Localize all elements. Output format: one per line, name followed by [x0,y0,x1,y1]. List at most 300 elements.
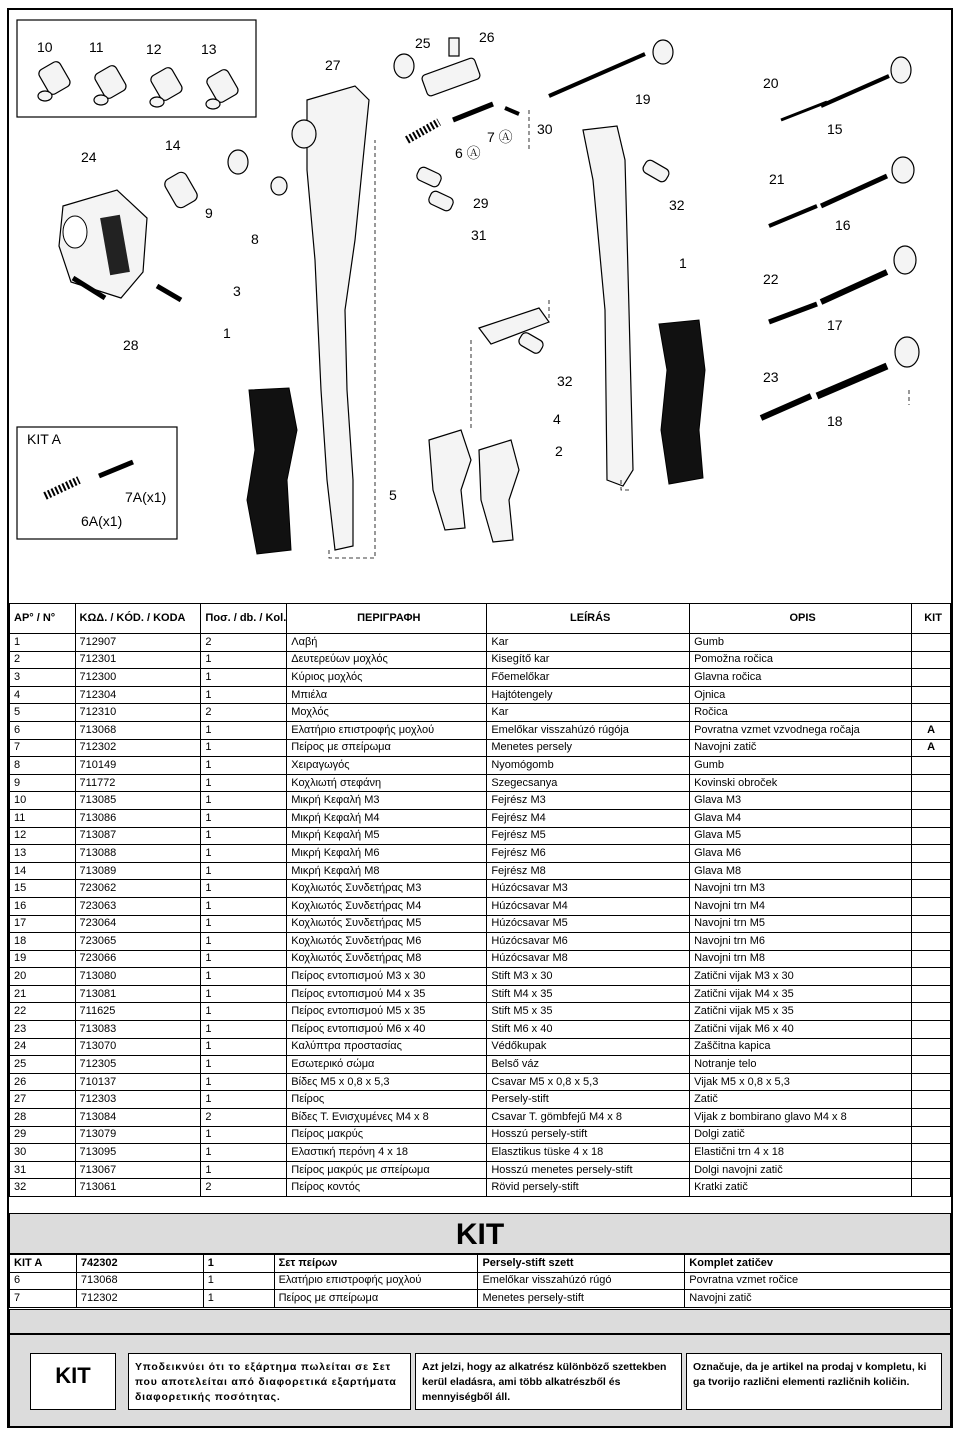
table-row [10,1126,951,1144]
table-cell [912,686,951,704]
table-cell: Stift M3 x 30 [487,968,690,986]
table-row [10,1021,951,1039]
table-cell: 1 [201,933,287,951]
table-cell: Csavar T. gömbfejű M4 x 8 [487,1109,690,1127]
callout-22: 22 [763,271,779,287]
table-cell: 712907 [75,634,201,652]
kit-a-title: KIT A [27,431,61,447]
table-cell [912,1073,951,1091]
table-cell: Κύριος μοχλός [287,669,487,687]
table-cell: 32 [10,1179,76,1197]
table-cell: 2 [201,704,287,722]
table-cell: Húzócsavar M8 [487,950,690,968]
col-code: ΚΩΔ. / KÓD. / KODA [75,604,201,634]
table-cell: Navojni trn M4 [690,897,912,915]
kit-table-body [10,1255,951,1308]
table-cell [912,774,951,792]
table-cell [912,1003,951,1021]
table-cell [912,809,951,827]
callout-2: 2 [555,443,563,459]
table-cell: 1 [201,809,287,827]
table-cell: 710137 [75,1073,201,1091]
callout-1b: 1 [679,255,687,271]
table-cell: Glava M8 [690,862,912,880]
table-cell: Dolgi navojni zatič [690,1161,912,1179]
table-cell: 713084 [75,1109,201,1127]
table-cell [912,1109,951,1127]
table-cell [912,634,951,652]
kit-a-7a: 7A(x1) [125,489,167,505]
callout-9: 9 [205,205,213,221]
table-row [10,1038,951,1056]
table-cell: Húzócsavar M6 [487,933,690,951]
table-cell: 1 [201,651,287,669]
table-cell: 1 [10,634,76,652]
kit-band-title: KIT [9,1213,951,1254]
table-row [10,704,951,722]
table-cell: Elasztikus tüske 4 x 18 [487,1144,690,1162]
parts-table [9,603,951,1197]
kit-cell: Komplet zatičev [685,1255,951,1273]
callout-8: 8 [251,231,259,247]
table-cell: 1 [201,968,287,986]
table-cell: 713061 [75,1179,201,1197]
table-cell: Kratki zatič [690,1179,912,1197]
table-cell: 710149 [75,757,201,775]
table-cell: 713088 [75,845,201,863]
table-cell: Πείρος [287,1091,487,1109]
table-cell: 713067 [75,1161,201,1179]
table-row [10,1073,951,1091]
col-qty: Ποσ. / db. / Kol. [201,604,287,634]
table-cell: Μικρή Κεφαλή M5 [287,827,487,845]
table-cell: Povratna vzmet vzvodnega ročaja [690,721,912,739]
kit-cell: Πείρος με σπείρωμα [274,1290,478,1308]
callout-28: 28 [123,337,139,353]
parts-table-body [10,634,951,1197]
table-cell: Λαβή [287,634,487,652]
kit-cell: Persely-stift szett [478,1255,685,1273]
callout-11: 11 [89,39,104,55]
secondary-lever-part [583,126,633,486]
table-row [10,968,951,986]
table-cell: 2 [201,634,287,652]
table-cell: 4 [10,686,76,704]
kit-cell: 7 [10,1290,77,1308]
table-cell: Μοχλός [287,704,487,722]
callout-29: 29 [473,195,489,211]
spacer-band [9,1309,951,1334]
table-cell: Ojnica [690,686,912,704]
table-cell [912,897,951,915]
col-kit: KIT [912,604,951,634]
callout-23: 23 [763,369,779,385]
table-cell: 14 [10,862,76,880]
callout-32b: 32 [557,373,573,389]
table-cell: Nyomógomb [487,757,690,775]
table-cell: 711772 [75,774,201,792]
kit-cell: Emelőkar visszahúzó rúgó [478,1272,685,1290]
table-cell: 20 [10,968,76,986]
table-row [10,809,951,827]
table-cell: 15 [10,880,76,898]
table-cell: Emelőkar visszahúzó rúgója [487,721,690,739]
table-cell: Belső váz [487,1056,690,1074]
table-cell: 712300 [75,669,201,687]
table-row [10,774,951,792]
table-cell: 723063 [75,897,201,915]
callout-15: 15 [827,121,843,137]
table-cell [912,985,951,1003]
table-cell: 1 [201,897,287,915]
table-row [10,1056,951,1074]
callout-1: 1 [223,325,231,341]
table-cell: Κοχλιωτός Συνδετήρας M5 [287,915,487,933]
callout-32: 32 [669,197,685,213]
table-cell: Zatični vijak M6 x 40 [690,1021,912,1039]
table-cell: Húzócsavar M3 [487,880,690,898]
table-cell [912,1021,951,1039]
table-cell: Hosszú menetes persely-stift [487,1161,690,1179]
table-cell: 713087 [75,827,201,845]
col-description-gr: ΠΕΡΙΓΡΑΦΗ [287,604,487,634]
table-cell: 1 [201,1021,287,1039]
handle-left-part [247,388,297,554]
table-cell: 29 [10,1126,76,1144]
table-cell: 713070 [75,1038,201,1056]
callout-10: 10 [37,39,53,55]
table-cell: Πείρος εντοπισμού M4 x 35 [287,985,487,1003]
table-cell: 13 [10,845,76,863]
table-cell: Zatični vijak M3 x 30 [690,968,912,986]
kit-cell: Ελατήριο επιστροφής μοχλού [274,1272,478,1290]
table-cell: 27 [10,1091,76,1109]
table-cell: A [912,739,951,757]
table-cell: Βίδες Τ. Ενισχυμένες M4 x 8 [287,1109,487,1127]
table-row [10,1003,951,1021]
table-cell: 1 [201,686,287,704]
table-cell: Hosszú persely-stift [487,1126,690,1144]
table-cell: 1 [201,1056,287,1074]
table-cell: 713085 [75,792,201,810]
kit-cell: 742302 [76,1255,203,1273]
kit-row [10,1272,951,1290]
table-cell: 5 [10,704,76,722]
table-cell: Μικρή Κεφαλή M8 [287,862,487,880]
table-cell: Főemelőkar [487,669,690,687]
table-cell: 23 [10,1021,76,1039]
callout-20: 20 [763,75,779,91]
table-row [10,651,951,669]
kit-cell: Povratna vzmet ročice [685,1272,951,1290]
table-cell: Glava M5 [690,827,912,845]
table-cell: 712304 [75,686,201,704]
table-cell: Navojni trn M6 [690,933,912,951]
table-cell [912,1144,951,1162]
col-description-hu: LEÍRÁS [487,604,690,634]
table-row [10,757,951,775]
table-row [10,827,951,845]
table-cell: Zatič [690,1091,912,1109]
table-cell: Kovinski obroček [690,774,912,792]
table-cell: 2 [201,1179,287,1197]
table-row [10,721,951,739]
table-row [10,1161,951,1179]
table-row [10,845,951,863]
table-cell: 17 [10,915,76,933]
callout-14: 14 [165,137,181,153]
table-cell: 18 [10,933,76,951]
table-cell: 1 [201,985,287,1003]
table-cell: Ελατήριο επιστροφής μοχλού [287,721,487,739]
table-cell: 1 [201,862,287,880]
table-cell: 713081 [75,985,201,1003]
table-row [10,862,951,880]
table-cell: 2 [10,651,76,669]
table-cell: 2 [201,1109,287,1127]
kit-cell: Menetes persely-stift [478,1290,685,1308]
table-cell: Πείρος εντοπισμού M5 x 35 [287,1003,487,1021]
callout-12: 12 [146,41,162,57]
table-cell [912,1179,951,1197]
table-cell: 1 [201,1091,287,1109]
table-cell: Βίδες M5 x 0,8 x 5,3 [287,1073,487,1091]
callout-18: 18 [827,413,843,429]
callout-16: 16 [835,217,851,233]
kit-row [10,1290,951,1308]
table-cell: Ελαστική περόνη 4 x 18 [287,1144,487,1162]
kit-cell: 1 [203,1290,274,1308]
callout-25: 25 [415,35,431,51]
table-cell: 1 [201,739,287,757]
kit-cell: 712302 [76,1290,203,1308]
table-cell: Πείρος με σπείρωμα [287,739,487,757]
table-cell: Glava M6 [690,845,912,863]
table-cell: 1 [201,669,287,687]
table-cell [912,862,951,880]
table-cell: Κοχλιωτός Συνδετήρας M3 [287,880,487,898]
table-cell: Menetes persely [487,739,690,757]
table-cell [912,933,951,951]
table-cell: Pomožna ročica [690,651,912,669]
table-row [10,985,951,1003]
handle-right-part [659,320,705,484]
table-cell: Πείρος εντοπισμού M6 x 40 [287,1021,487,1039]
table-cell [912,1126,951,1144]
table-cell: 31 [10,1161,76,1179]
table-cell: 712303 [75,1091,201,1109]
footer-greek-note: Υποδεικνύει ότι το εξάρτημα πωλείται σε Σετ που αποτελείται από διαφορετικά εξαρτήματα διαφορετικής ποσότητας. [128,1353,411,1410]
table-cell: Glava M3 [690,792,912,810]
table-cell: 713095 [75,1144,201,1162]
table-cell: Stift M4 x 35 [487,985,690,1003]
table-row [10,897,951,915]
kit-a-6a: 6A(x1) [81,513,123,529]
table-cell: 1 [201,1126,287,1144]
table-cell: 9 [10,774,76,792]
table-cell: 28 [10,1109,76,1127]
kit-cell: 713068 [76,1272,203,1290]
table-cell: 1 [201,880,287,898]
table-cell [912,792,951,810]
table-cell: 16 [10,897,76,915]
table-row [10,1144,951,1162]
table-cell: Szegecsanya [487,774,690,792]
table-cell [912,651,951,669]
callout-19: 19 [635,91,651,107]
table-row [10,686,951,704]
table-cell: Κοχλιωτός Συνδετήρας M6 [287,933,487,951]
table-cell: 8 [10,757,76,775]
table-cell: 713083 [75,1021,201,1039]
table-row [10,634,951,652]
table-cell: Fejrész M6 [487,845,690,863]
table-cell: Stift M6 x 40 [487,1021,690,1039]
table-cell: 712310 [75,704,201,722]
table-cell [912,827,951,845]
table-cell: 713089 [75,862,201,880]
table-cell: 12 [10,827,76,845]
table-cell: Navojni trn M5 [690,915,912,933]
table-cell [912,669,951,687]
exploded-parts-diagram [9,10,951,602]
table-cell: 1 [201,915,287,933]
table-cell [912,950,951,968]
table-cell: Persely-stift [487,1091,690,1109]
table-cell: Navojni zatič [690,739,912,757]
table-cell: Zatični vijak M4 x 35 [690,985,912,1003]
kit-cell: 6 [10,1272,77,1290]
table-row [10,1091,951,1109]
table-cell: 1 [201,757,287,775]
callout-5: 5 [389,487,397,503]
table-cell: 3 [10,669,76,687]
table-row [10,950,951,968]
callout-7a: 7 Ⓐ [487,129,513,145]
footer-legend [9,1334,951,1427]
table-cell: 21 [10,985,76,1003]
callout-26: 26 [479,29,495,45]
table-cell: Πείρος μακρύς με σπείρωμα [287,1161,487,1179]
table-cell [912,1056,951,1074]
table-cell: Καλύπτρα προστασίας [287,1038,487,1056]
kit-table [9,1254,951,1308]
table-cell: 19 [10,950,76,968]
table-cell: Csavar M5 x 0,8 x 5,3 [487,1073,690,1091]
callout-3: 3 [233,283,241,299]
table-cell: 1 [201,845,287,863]
kit-cell: KIT A [10,1255,77,1273]
table-cell: 712301 [75,651,201,669]
table-cell: 1 [201,1073,287,1091]
table-cell: 26 [10,1073,76,1091]
table-cell: 713086 [75,809,201,827]
callout-4: 4 [553,411,561,427]
table-cell: Glavna ročica [690,669,912,687]
table-cell [912,915,951,933]
table-cell: Zaščitna kapica [690,1038,912,1056]
table-cell: Hajtótengely [487,686,690,704]
table-cell: Dolgi zatič [690,1126,912,1144]
table-cell [912,880,951,898]
table-cell: Ročica [690,704,912,722]
table-cell: 712302 [75,739,201,757]
footer-slovenian-note: Označuje, da je artikel na prodaj v kompletu, ki ga tvorijo različni elementi različnih količin. [686,1353,942,1410]
table-cell: Zatični vijak M5 x 35 [690,1003,912,1021]
table-cell: Δευτερεύων μοχλός [287,651,487,669]
table-cell: Kar [487,704,690,722]
table-cell: Gumb [690,757,912,775]
table-cell: 1 [201,1003,287,1021]
table-cell: Κοχλιωτή στεφάνη [287,774,487,792]
table-cell: 1 [201,774,287,792]
table-cell: 1 [201,792,287,810]
callout-21: 21 [769,171,785,187]
table-cell: Χειραγωγός [287,757,487,775]
table-cell: Μικρή Κεφαλή M4 [287,809,487,827]
table-cell: 1 [201,1038,287,1056]
head-m8-part [163,170,200,210]
table-cell: 713079 [75,1126,201,1144]
protection-cap-part [59,190,147,298]
table-cell: 713068 [75,721,201,739]
table-cell: Kisegítő kar [487,651,690,669]
table-cell: Μικρή Κεφαλή M6 [287,845,487,863]
table-cell: Μπιέλα [287,686,487,704]
table-cell: Rövid persely-stift [487,1179,690,1197]
table-cell: Húzócsavar M5 [487,915,690,933]
kit-row [10,1255,951,1273]
table-cell: 723062 [75,880,201,898]
table-cell: Fejrész M4 [487,809,690,827]
callout-17: 17 [827,317,843,333]
col-number: ΑΡ° / N° [10,604,76,634]
table-cell: 6 [10,721,76,739]
table-cell: Stift M5 x 35 [487,1003,690,1021]
rivet-nut-part [228,150,248,174]
table-row [10,669,951,687]
table-cell: Πείρος εντοπισμού M3 x 30 [287,968,487,986]
table-cell: 1 [201,950,287,968]
table-cell: Glava M4 [690,809,912,827]
table-row [10,915,951,933]
table-cell: 1 [201,721,287,739]
table-cell [912,1091,951,1109]
table-cell: Εσωτερικό σώμα [287,1056,487,1074]
table-row [10,933,951,951]
table-cell: Húzócsavar M4 [487,897,690,915]
parts-table-header [10,604,951,634]
kit-cell: 1 [203,1255,274,1273]
callout-31: 31 [471,227,487,243]
table-cell: Κοχλιωτός Συνδετήρας M4 [287,897,487,915]
table-cell [912,845,951,863]
table-cell: Elastični trn 4 x 18 [690,1144,912,1162]
table-cell: 1 [201,1161,287,1179]
table-cell: 723064 [75,915,201,933]
callout-27: 27 [325,57,341,73]
table-cell: Gumb [690,634,912,652]
table-row [10,1179,951,1197]
knob-part [271,177,287,195]
table-cell [912,1038,951,1056]
table-cell [912,704,951,722]
table-cell: 1 [201,827,287,845]
callout-30: 30 [537,121,553,137]
footer-hungarian-note: Azt jelzi, hogy az alkatrész különböző szettekben kerül eladásra, ami több alkatrészből és mennyiségből áll. [415,1353,682,1410]
table-cell: 712305 [75,1056,201,1074]
mandrels-group [761,57,919,418]
